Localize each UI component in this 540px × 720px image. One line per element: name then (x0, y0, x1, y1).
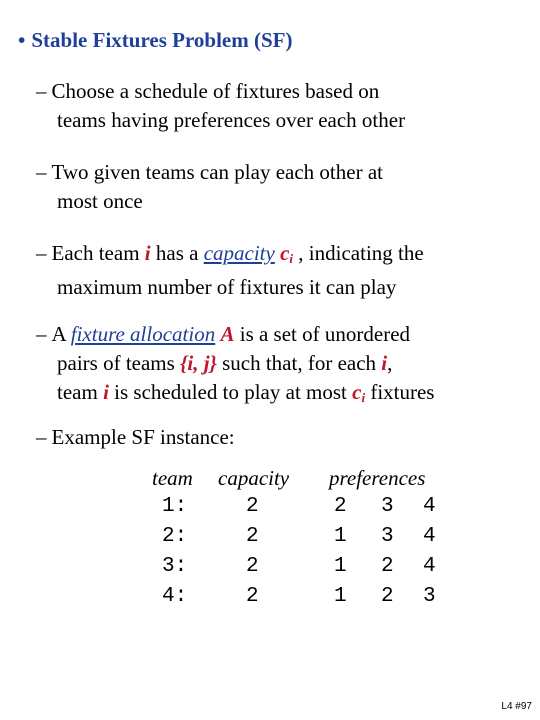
item-text: team (57, 380, 104, 404)
item-line: maximum number of fixtures it can play (57, 275, 397, 299)
table-cell-preference: 4 (423, 555, 436, 578)
item-dash: – (36, 79, 47, 103)
table-cell-capacity: 2 (246, 585, 259, 608)
item-line (36, 158, 526, 187)
table-cell-capacity: 2 (246, 525, 259, 548)
item-line (36, 320, 526, 349)
table-cell-preference: 1 (334, 585, 347, 608)
table-cell-team: 2: (162, 525, 188, 548)
table-cell-preference: 1 (334, 525, 347, 548)
table-cell-team: 4: (162, 585, 188, 608)
item-line (36, 77, 526, 106)
item-text: , indicating the (293, 241, 424, 265)
table-cell-preference: 3 (381, 495, 394, 518)
item-text: such that, for each (216, 351, 382, 375)
bullet-item-capacity (36, 239, 526, 302)
item-dash: – (36, 425, 47, 449)
item-text: Example SF instance: (51, 425, 235, 449)
bullet-item-allocation (36, 320, 526, 412)
item-line (36, 378, 526, 412)
table-cell-preference: 2 (381, 585, 394, 608)
item-text: fixtures (365, 380, 435, 404)
bullet-item-play-once (36, 158, 526, 216)
var-A: A (220, 322, 235, 346)
var-set-ij: {i, j} (180, 351, 217, 375)
term-fixture-allocation: fixture allocation (70, 322, 216, 346)
item-line: most once (57, 189, 143, 213)
item-line: teams having preferences over each other (57, 108, 406, 132)
item-text: is a set of unordered (234, 322, 411, 346)
heading-bullet: • (18, 28, 26, 52)
var-i: i (103, 380, 109, 404)
table-cell-team: 3: (162, 555, 188, 578)
slide-number: L4 #97 (501, 701, 532, 712)
table-cell-preference: 1 (334, 555, 347, 578)
var-c: $c_i$ (352, 380, 366, 405)
item-text: Each team (51, 241, 145, 265)
table-cell-preference: 4 (423, 495, 436, 518)
term-capacity: capacity (203, 241, 275, 265)
table-cell-preference: 4 (423, 525, 436, 548)
item-dash: – (36, 160, 47, 184)
table-cell-capacity: 2 (246, 495, 259, 518)
item-text: pairs of teams (57, 351, 181, 375)
heading-text: Stable Fixtures Problem (SF) (31, 28, 293, 52)
var-c: $c_i$ (280, 241, 294, 266)
table-cell-preference: 2 (381, 555, 394, 578)
bullet-item-schedule (36, 77, 526, 135)
header-capacity: capacity (218, 466, 290, 490)
table-cell-preference: 3 (381, 525, 394, 548)
item-text: Two given teams can play each other at (51, 160, 383, 184)
item-dash: – (36, 241, 47, 265)
table-cell-capacity: 2 (246, 555, 259, 578)
table-cell-team: 1: (162, 495, 188, 518)
table-cell-preference: 2 (334, 495, 347, 518)
item-line (36, 349, 526, 378)
item-line (36, 239, 526, 273)
header-team: team (152, 466, 193, 490)
header-preferences: preferences (329, 466, 426, 490)
slide-heading (18, 28, 292, 53)
item-text: Choose a schedule of fixtures based on (51, 79, 380, 103)
item-text: is scheduled to play at most (108, 380, 353, 404)
item-text: has a (150, 241, 204, 265)
item-dash: – (36, 322, 47, 346)
item-line (36, 423, 526, 452)
item-text: A (51, 322, 71, 346)
var-i: i (144, 241, 151, 265)
var-i: i (381, 351, 388, 375)
table-cell-preference: 3 (423, 585, 436, 608)
bullet-item-example (36, 423, 526, 452)
item-text: , (387, 351, 393, 375)
